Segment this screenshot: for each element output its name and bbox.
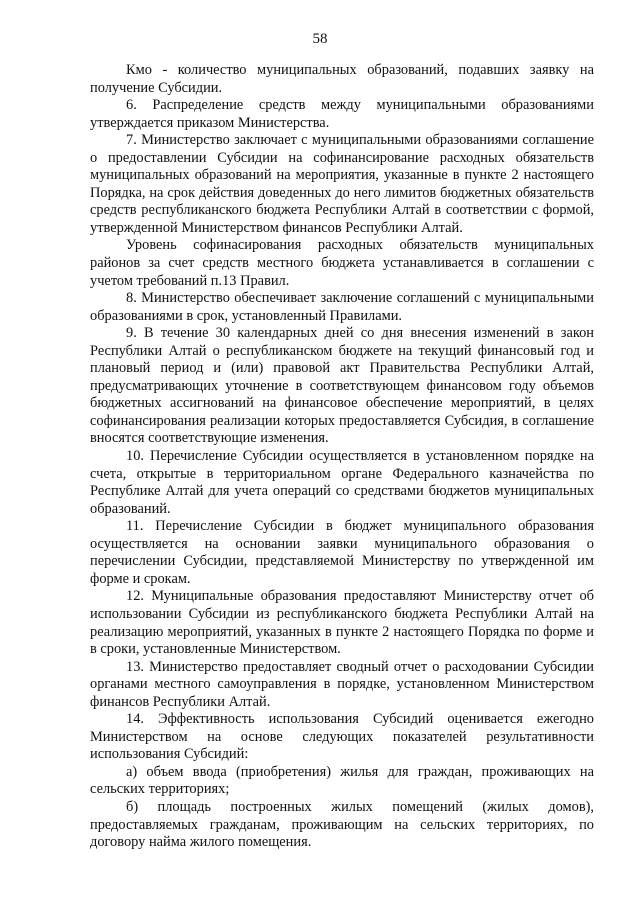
paragraph-12: 12. Муниципальные образования предоставляют Министерству отчет об использовании Субсидии из республиканского бюджета Республики Алтай на реализацию мероприятий, указанных в пункте 2 настоящего Порядка по форме и в сроки, установленные Министерством.	[90, 588, 594, 658]
paragraph-6: 6. Распределение средств между муниципальными образованиями утверждается приказом Министерства.	[90, 97, 594, 131]
paragraph-13: 13. Министерство предоставляет сводный отчет о расходовании Субсидии органами местного самоуправления в порядке, установленном Министерством финансов Республики Алтай.	[90, 658, 594, 710]
document-body	[90, 62, 594, 852]
paragraph-cofinancing-level: Уровень софинасирования расходных обязательств муниципальных районов за счет средств местного бюджета устанавливается в соглашении с учетом требований п.13 Правил.	[90, 237, 594, 289]
paragraph-14: 14. Эффективность использования Субсидий оценивается ежегодно Министерством на основе следующих показателей результативности использования Субсидий:	[90, 711, 594, 763]
paragraph-14-b: б) площадь построенных жилых помещений (жилых домов), предоставляемых гражданам, проживающим на сельских территориях, по договору найма жилого помещения.	[90, 798, 594, 851]
paragraph-8: 8. Министерство обеспечивает заключение соглашений с муниципальными образованиями в срок, установленный Правилами.	[90, 290, 594, 324]
paragraph-kmo-definition: Кмо - количество муниципальных образований, подавших заявку на получение Субсидии.	[90, 62, 594, 96]
paragraph-14-a: а) объем ввода (приобретения) жилья для граждан, проживающих на сельских территориях;	[90, 763, 594, 798]
paragraph-7: 7. Министерство заключает с муниципальными образованиями соглашение о предоставлении Субсидии на софинансирование расходных обязательств муниципальных образований на мероприятия, указанные в пункте 2 настоящего Порядка, на срок действия доведенных до него лимитов бюджетных обязательств средств республиканского бюджета Республики Алтай в соответствии с формой, утвержденной Министерством финансов Республики Алтай.	[90, 132, 594, 236]
paragraph-11: 11. Перечисление Субсидии в бюджет муниципального образования осуществляется на основании заявки муниципального образования о перечислении Субсидии, представляемой Министерству по утвержденной им форме и срокам.	[90, 518, 594, 587]
paragraph-9: 9. В течение 30 календарных дней со дня внесения изменений в закон Республики Алтай о республиканском бюджете на текущий финансовый год и плановый период и (или) правовой акт Правительства Республики Алтай, предусматривающих уточнение в соответствующем финансовом году объемов бюджетных ассигнований на финансовое обеспечение мероприятий, в целях софинансирования реализации которых предоставляется Субсидия, в соглашение вносятся соответствующие изменения.	[90, 325, 594, 447]
page-number: 58	[312, 31, 328, 47]
paragraph-10: 10. Перечисление Субсидии осуществляется в установленном порядке на счета, открытые в территориальном органе Федерального казначейства по Республике Алтай для учета операций со средствами бюджетов муниципальных образований.	[90, 448, 594, 517]
